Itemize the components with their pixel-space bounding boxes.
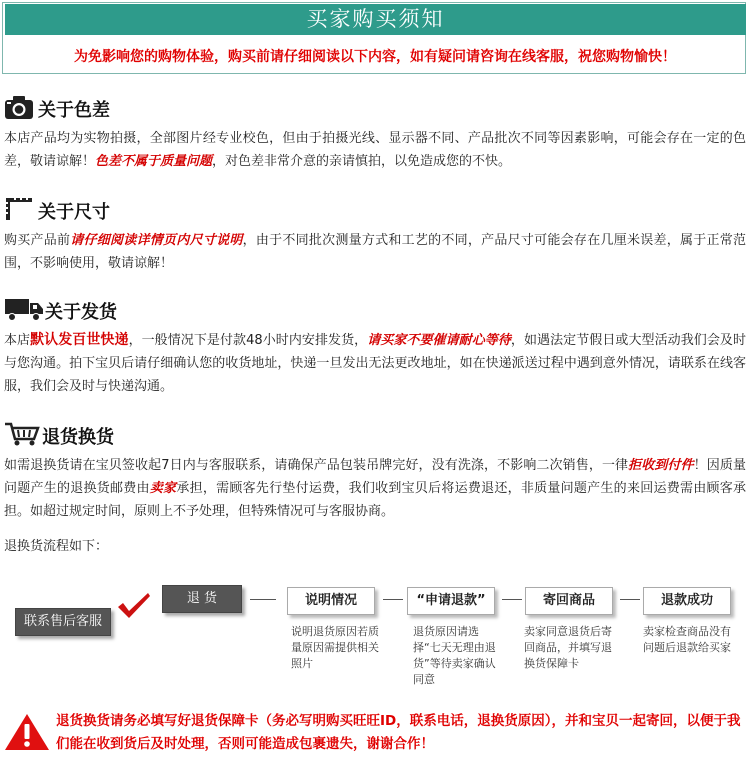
contact-service-step: 联系售后客服 — [15, 608, 111, 636]
section-title-shipping — [4, 297, 117, 325]
section-title-text: 退货换货 — [42, 427, 114, 448]
shipping-highlight-2: 请买家不要催请耐心等待 — [367, 333, 511, 348]
returns-paragraph — [4, 454, 746, 523]
size-text-1: 购买产品前 — [4, 233, 71, 248]
color-highlight: 色差不属于质量问题 — [95, 154, 213, 169]
section-title-size — [4, 197, 110, 225]
purchase-notice: 为免影响您的购物体验，购买前请仔细阅读以下内容，如有疑问请咨询在线客服，祝您购物愉快！ — [74, 49, 676, 65]
step-send-back-desc: 卖家同意退货后寄回商品，并填写退换货保障卡 — [524, 625, 612, 670]
truck-icon — [4, 296, 44, 326]
shipping-highlight-1: 默认发百世快递 — [30, 332, 129, 348]
flow-connector — [250, 599, 276, 600]
shipping-paragraph — [4, 329, 746, 398]
shipping-text-3: ，如遇法定节假日或大型活动我们会及时与您沟通。拍下宝贝后请仔细确认您的收货地址，快递一旦发出无法更改地址，如在快递派送过程中遇到意外情况，请联系在线客服，我们会及时与快递沟通。 — [4, 333, 746, 394]
camera-icon — [4, 94, 34, 124]
size-text-2: ，由于不同批次测量方式和工艺的不同，产品尺寸可能会存在几厘米误差，属于正常范围，不影响使用，敬请谅解！ — [4, 233, 746, 271]
flow-connector — [620, 599, 640, 600]
step-apply-refund: “申请退款” — [407, 587, 495, 615]
step-refund-success: 退款成功 — [643, 587, 731, 615]
color-paragraph — [4, 127, 746, 173]
step-explain-desc: 说明退货原因若质量原因需提供相关照片 — [291, 625, 379, 670]
section-title-returns — [4, 422, 114, 450]
warning-text: 退货换货请务必填写好退货保障卡（务必写明购买旺旺ID，联系电话，退换货原因），并和宝贝一起寄回，以便于我们能在收到货后及时处理，否则可能造成包裹遗失，谢谢合作！ — [56, 713, 741, 752]
flow-connector — [383, 599, 403, 600]
warning-icon — [4, 712, 50, 756]
flow-connector — [502, 599, 522, 600]
ruler-icon — [4, 196, 34, 226]
color-text-1: 本店产品均为实物拍摄，全部图片经专业校色，但由于拍摄光线、显示器不同、产品批次不同等因素影响，可能会存在一定的色差，敬请谅解！ — [4, 131, 746, 169]
flow-title: 退换货流程如下： — [4, 539, 109, 554]
section-title-text: 关于尺寸 — [38, 202, 110, 223]
shipping-text-1: 本店 — [4, 333, 31, 348]
returns-text-1: 如需退换货请在宝贝签收起7日内与客服联系，请确保产品包装吊牌完好，没有洗涤，不影响二次销售，一律 — [4, 458, 629, 473]
checkmark-icon — [116, 590, 152, 624]
returns-highlight-1: 拒收到付件 — [628, 458, 694, 473]
section-title-color — [4, 95, 110, 123]
step-send-back: 寄回商品 — [525, 587, 613, 615]
size-paragraph — [4, 229, 746, 275]
return-step: 退 货 — [162, 585, 242, 613]
page-title: 买家购买须知 — [5, 4, 746, 35]
returns-text-3: 承担，需顾客先行垫付运费，我们收到宝贝后将运费退还，非质量问题产生的来回运费需由顾客承担。如超过规定时间，原则上不予处理，但特殊情况可与客服协商。 — [4, 481, 746, 519]
color-text-2: ，对色差非常介意的亲请慎拍，以免造成您的不快。 — [212, 154, 512, 169]
size-highlight: 请仔细阅读详情页内尺寸说明 — [70, 233, 243, 248]
step-explain: 说明情况 — [287, 587, 375, 615]
cart-icon — [4, 421, 40, 451]
shipping-text-2: ，一般情况下是付款48小时内安排发货， — [128, 333, 368, 348]
section-title-text: 关于发货 — [45, 302, 117, 323]
returns-highlight-2: 卖家 — [149, 481, 177, 496]
returns-text-2: ！因质量问题产生的退换货邮费由 — [4, 458, 746, 496]
step-apply-refund-desc: 退货原因请选择“七天无理由退货”等待卖家确认同意 — [413, 625, 496, 686]
section-title-text: 关于色差 — [38, 100, 110, 121]
step-refund-success-desc: 卖家检查商品没有问题后退款给买家 — [643, 625, 731, 654]
